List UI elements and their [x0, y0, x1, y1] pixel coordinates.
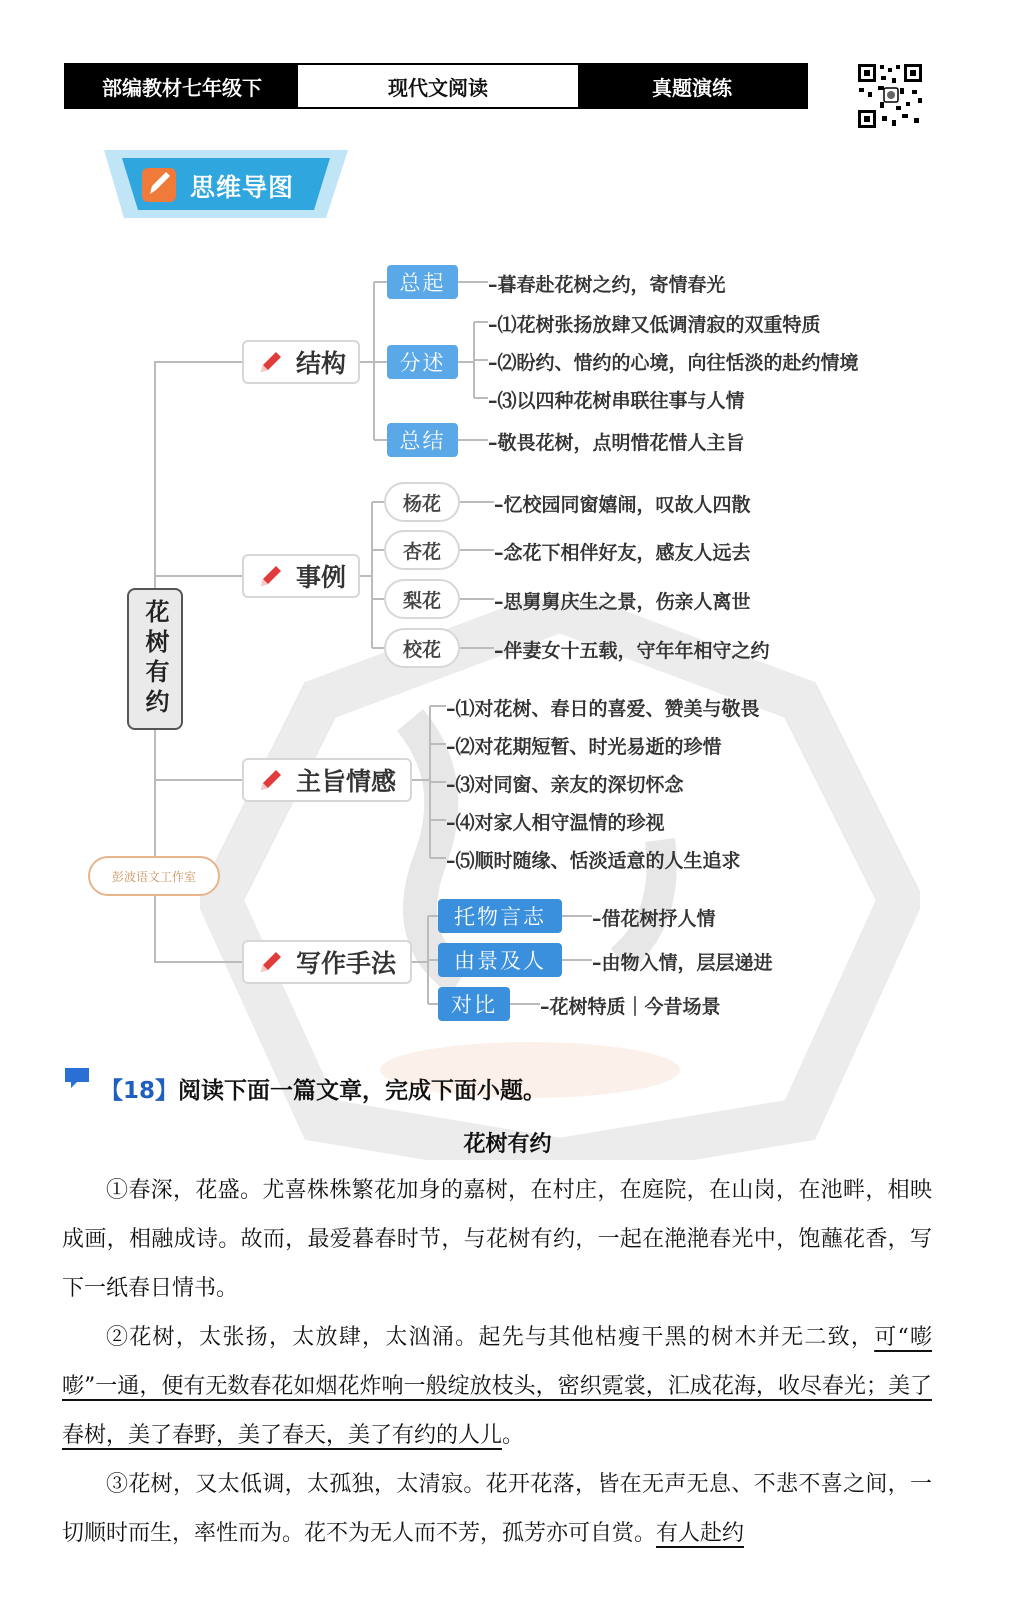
paragraph-text: ①春深，花盛。尤喜株株繁花加身的嘉树，在村庄，在庭院，在山岗，在池畔，相映成画，相融成诗。故而，最爱暮春时节，与花树有约，一起在滟滟春光中，饱蘸花香，写下一纸春日情书。 — [62, 1178, 932, 1301]
mindmap-root — [127, 588, 183, 730]
example-xiaohua: 校花 — [384, 628, 460, 668]
pencil-icon — [258, 563, 284, 589]
writing-text-3: –花树特质｜今昔场景 — [540, 996, 721, 1018]
emotion-2: –⑵对花期短暂、时光易逝的珍惜 — [446, 736, 722, 758]
question-prompt — [100, 1072, 546, 1105]
header-grade: 部编教材七年级下 — [66, 65, 298, 107]
example-text-2: –念花下相伴好友，感友人远去 — [494, 542, 751, 564]
pencil-icon — [258, 949, 284, 975]
passage-title: 花树有约 — [463, 1132, 552, 1157]
pencil-icon — [258, 349, 284, 375]
leaf-fenshu-2: –⑵盼约、惜约的心境，向往恬淡的赴约情境 — [488, 352, 859, 374]
writing-tag-1: 托物言志 — [438, 899, 562, 933]
header-section: 真题演练 — [578, 65, 806, 107]
paragraph-text: ②花树，太张扬，太放肆，太汹涌。起先与其他枯瘦干黑的树木并无二致， — [106, 1325, 875, 1350]
leaf-zongqi: –暮春赴花树之约，寄情春光 — [488, 274, 726, 296]
branch-writing — [242, 940, 412, 984]
studio-stamp: 彭波语文工作室 — [88, 856, 220, 896]
example-lihua: 梨花 — [384, 579, 460, 619]
emotion-3: –⑶对同窗、亲友的深切怀念 — [446, 774, 684, 796]
branch-label: 写作手法 — [296, 949, 397, 978]
leaf-fenshu-1: –⑴花树张扬放肆又低调清寂的双重特质 — [488, 314, 821, 336]
writing-text-1: –借花树抒人情 — [592, 908, 716, 930]
example-yanghua: 杨花 — [384, 482, 460, 522]
paragraph-text: 。 — [502, 1423, 525, 1448]
badge-label: 思维导图 — [190, 173, 295, 202]
passage-paragraph-2 — [62, 1313, 932, 1460]
emotion-4: –⑷对家人相守温情的珍视 — [446, 812, 665, 834]
branch-examples — [242, 554, 360, 598]
question-text: 阅读下面一篇文章，完成下面小题。 — [178, 1078, 547, 1104]
root-label: 花树有约 — [141, 599, 169, 719]
leaf-zongjie: –敬畏花树，点明惜花惜人主旨 — [488, 432, 745, 454]
branch-label: 结构 — [296, 349, 347, 378]
underlined-sentence: 有人赴约 — [656, 1521, 745, 1546]
example-xinghua: 杏花 — [384, 530, 460, 570]
example-text-3: –思舅舅庆生之景，伤亲人离世 — [494, 591, 751, 613]
branch-structure — [242, 340, 360, 384]
emotion-1: –⑴对花树、春日的喜爱、赞美与敬畏 — [446, 698, 760, 720]
leaf-fenshu-3: –⑶以四种花树串联往事与人情 — [488, 390, 745, 412]
passage-paragraph-3 — [62, 1460, 932, 1558]
tag-zongjie: 总结 — [387, 423, 458, 457]
example-text-4: –伴妻女十五载，守年年相守之约 — [494, 640, 770, 662]
pencil-icon — [258, 767, 284, 793]
writing-text-2: –由物入情，层层递进 — [592, 952, 773, 974]
example-text-1: –忆校园同窗嬉闹，叹故人四散 — [494, 494, 751, 516]
passage-paragraph-1 — [62, 1166, 932, 1313]
emotion-5: –⑸顺时随缘、恬淡适意的人生追求 — [446, 850, 741, 872]
branch-emotion — [242, 758, 412, 802]
branch-label: 主旨情感 — [296, 767, 397, 796]
speech-bubble-icon — [63, 1066, 91, 1090]
tag-fenshu: 分述 — [387, 345, 458, 379]
tag-zongqi: 总起 — [387, 265, 458, 299]
writing-tag-3: 对比 — [438, 987, 510, 1021]
question-number: 【18】 — [100, 1078, 179, 1104]
header-topic: 现代文阅读 — [298, 65, 578, 107]
writing-tag-2: 由景及人 — [438, 943, 562, 977]
paragraph-text: ③花树，又太低调，太孤独，太清寂。花开花落，皆在无声无息、不悲不喜之间，一切顺时而生，率性而为。花不为无人而不芳，孤芳亦可自赏。 — [62, 1472, 932, 1546]
underlined-sentence: 可“嘭嘭”一通，便有无数春花如烟花炸响一般绽放枝头，密织霓裳，汇成花海，收尽春光；美了春树，美了春野，美了春天，美了有约的人儿 — [62, 1325, 932, 1448]
branch-label: 事例 — [296, 563, 347, 592]
